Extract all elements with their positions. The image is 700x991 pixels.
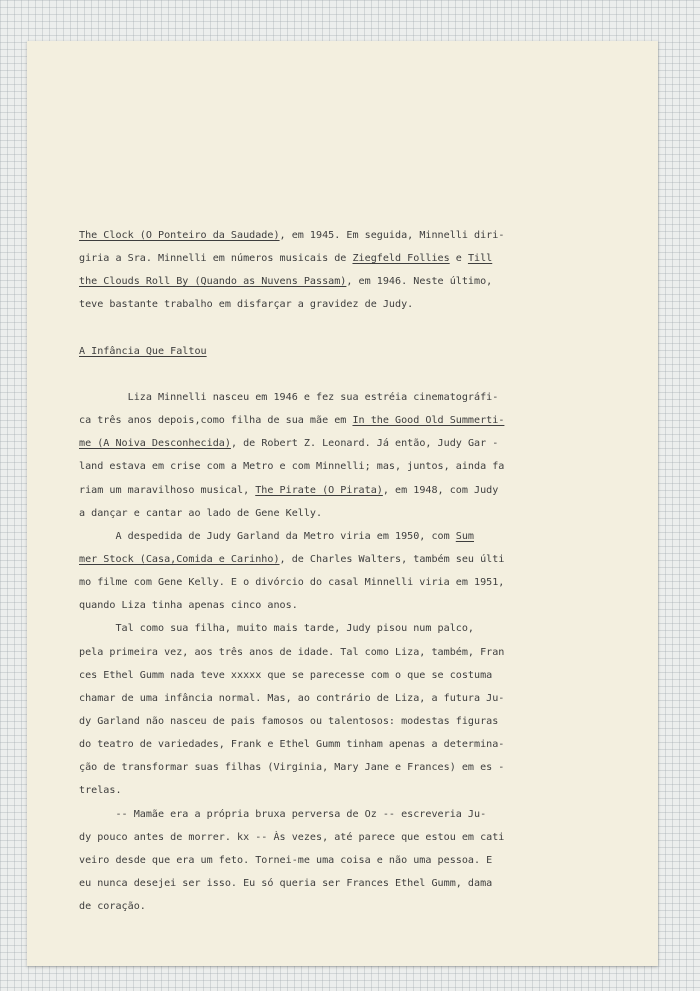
text-segment: Tal como sua filha, muito mais tarde, Judy pisou num palco, <box>79 623 475 635</box>
text-line <box>79 525 639 548</box>
text-segment: chamar de uma infância normal. Mas, ao contrário de Liza, a futura Ju- <box>79 692 505 704</box>
text-line <box>79 710 639 733</box>
text-line <box>79 548 639 571</box>
text-segment: Liza Minnelli nasceu em 1946 e fez sua estréia cinematográfi- <box>79 391 499 403</box>
text-line <box>79 502 639 525</box>
text-line <box>79 409 639 432</box>
underlined-title: Till <box>467 253 493 265</box>
underlined-title: the Clouds Roll By (Quando as Nuvens Passam) <box>79 276 347 288</box>
blank-line <box>79 317 639 340</box>
text-segment: , em 1945. Em seguida, Minnelli diri- <box>279 230 505 241</box>
text-line <box>79 617 639 640</box>
underlined-title: Ziegfeld Follies <box>352 253 450 265</box>
text-segment: trelas. <box>79 785 122 797</box>
underlined-title: The Clock (O Ponteiro da Saudade) <box>79 230 280 241</box>
text-line <box>79 687 639 710</box>
text-segment: teve bastante trabalho em disfarçar a gravidez de Judy. <box>79 299 414 311</box>
underlined-title: mer Stock (Casa,Comida e Carinho) <box>79 553 280 565</box>
text-segment: , de Charles Walters, também seu últi <box>279 553 505 565</box>
text-line <box>79 571 639 594</box>
text-segment: de coração. <box>79 901 146 913</box>
underlined-title: The Pirate (O Pirata) <box>255 484 383 496</box>
text-line <box>79 756 639 779</box>
text-segment: veiro desde que era um feto. Tornei-me uma coisa e não uma pessoa. E <box>79 854 493 866</box>
text-line <box>79 664 639 687</box>
text-segment: eu nunca desejei ser isso. Eu só queria ser Frances Ethel Gumm, dama <box>79 877 493 889</box>
text-line <box>79 293 639 316</box>
text-segment: , em 1948, com Judy <box>382 484 499 496</box>
text-segment: e <box>449 253 468 265</box>
text-segment: ca três anos depois,como filha de sua mãe em <box>79 415 353 427</box>
text-segment: , em 1946. Neste último, <box>346 276 493 288</box>
blank-line <box>79 363 639 386</box>
text-segment: riam um maravilhoso musical, <box>79 484 256 496</box>
text-segment: dy Garland não nasceu de pais famosos ou talentosos: modestas figuras <box>79 715 499 727</box>
typewritten-page <box>27 41 658 966</box>
text-segment: , de Robert Z. Leonard. Já então, Judy Gar - <box>230 438 499 450</box>
text-segment: giria a Sra. Minnelli em números musicais de <box>79 253 353 265</box>
underlined-title: Sum <box>455 530 475 542</box>
text-segment: A despedida de Judy Garland da Metro viria em 1950, com <box>79 530 456 542</box>
text-segment: land estava em crise com a Metro e com Minnelli; mas, juntos, ainda fa <box>79 461 505 473</box>
text-line <box>79 340 639 363</box>
text-line <box>79 594 639 617</box>
text-line <box>79 224 639 247</box>
text-line <box>79 733 639 756</box>
text-line <box>79 872 639 895</box>
underlined-title: me (A Noiva Desconhecida) <box>79 438 231 450</box>
text-segment: ção de transformar suas filhas (Virginia, Mary Jane e Frances) em es - <box>79 762 505 774</box>
text-line <box>79 270 639 293</box>
underlined-title: In the Good Old Summerti- <box>352 415 505 427</box>
text-line <box>79 803 639 826</box>
text-line <box>79 247 639 270</box>
text-line <box>79 479 639 502</box>
text-line <box>79 432 639 455</box>
typewritten-text <box>79 224 639 918</box>
text-line <box>79 641 639 664</box>
text-segment: -- Mamãe era a própria bruxa perversa de Oz -- escreveria Ju- <box>79 808 487 820</box>
text-line <box>79 849 639 872</box>
text-line <box>79 826 639 849</box>
text-line <box>79 386 639 409</box>
text-segment: ces Ethel Gumm nada teve xxxxx que se parecesse com o que se costuma <box>79 669 493 681</box>
text-segment: do teatro de variedades, Frank e Ethel Gumm tinham apenas a determina- <box>79 739 505 751</box>
text-segment: quando Liza tinha apenas cinco anos. <box>79 600 298 612</box>
text-segment: pela primeira vez, aos três anos de idade. Tal como Liza, também, Fran <box>79 646 505 658</box>
text-segment: a dançar e cantar ao lado de Gene Kelly. <box>79 507 323 519</box>
underlined-title: A Infância Que Faltou <box>79 345 207 357</box>
text-line <box>79 895 639 918</box>
text-line <box>79 455 639 478</box>
text-segment: mo filme com Gene Kelly. E o divórcio do casal Minnelli viria em 1951, <box>79 577 505 589</box>
text-line <box>79 779 639 802</box>
text-segment: dy pouco antes de morrer. kx -- Às vezes, até parece que estou em cati <box>79 831 505 843</box>
